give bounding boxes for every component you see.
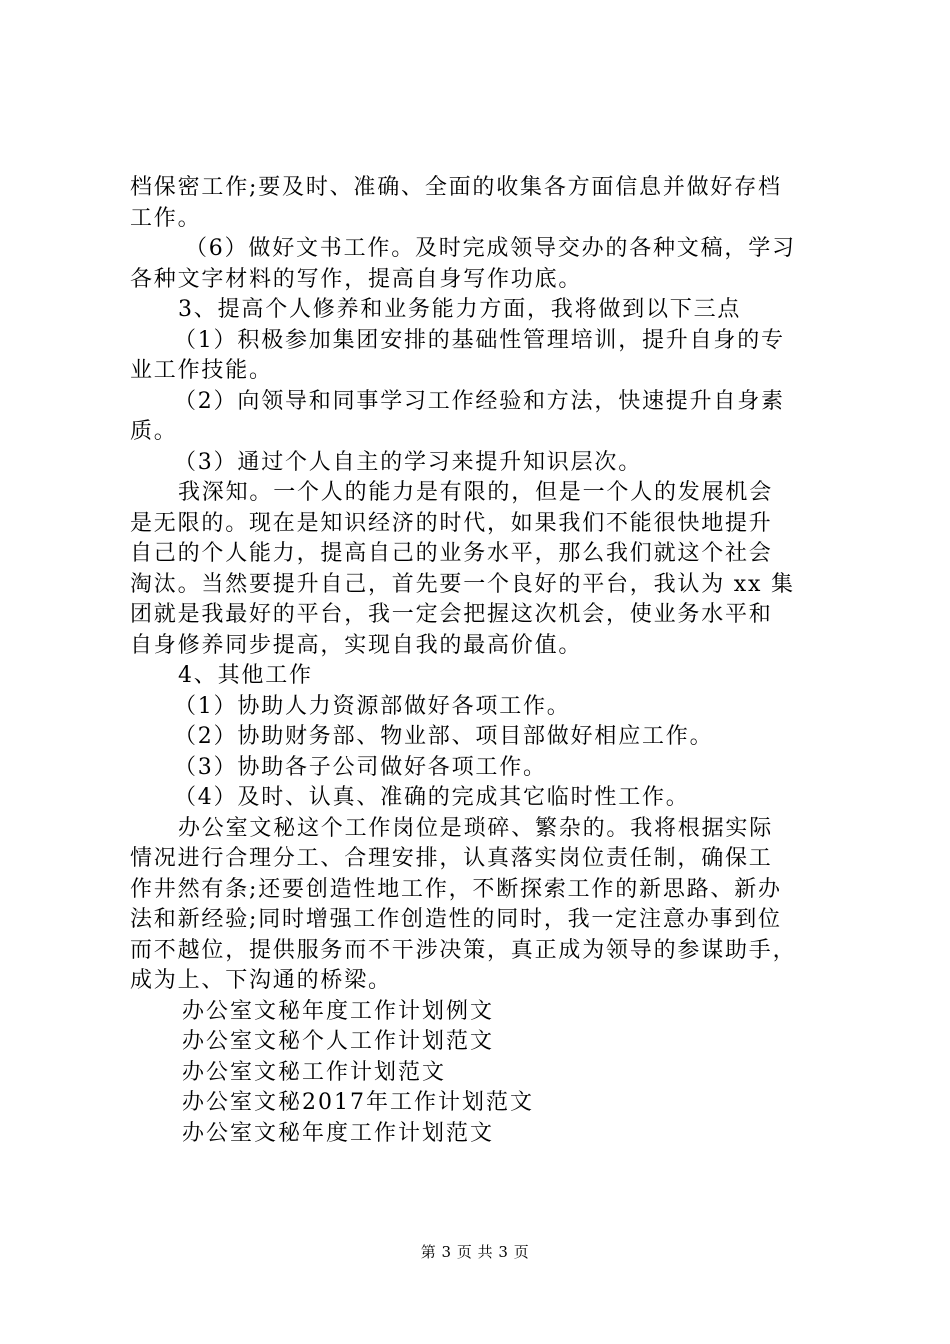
text-line: 情况进行合理分工、合理安排，认真落实岗位责任制，确保工	[130, 846, 773, 871]
related-article-link[interactable]: 办公室文秘个人工作计划范文	[182, 1029, 495, 1054]
page-footer: 第 3 页 共 3 页	[420, 1243, 530, 1261]
text-line: 自己的个人能力，提高自己的业务水平，那么我们就这个社会	[130, 541, 773, 566]
text-line: （2）向领导和同事学习工作经验和方法，快速提升自身素	[174, 388, 785, 414]
text-line: 办公室文秘这个工作岗位是琐碎、繁杂的。我将根据实际	[178, 815, 774, 841]
text-line: （6）做好文书工作。及时完成领导交办的各种文稿，学习	[185, 236, 796, 261]
text-line: 3、提高个人修养和业务能力方面，我将做到以下三点	[178, 297, 742, 322]
text-line: （1）积极参加集团安排的基础性管理培训，提升自身的专	[174, 327, 785, 353]
text-line: 是无限的。现在是知识经济的时代，如果我们不能很快地提升	[130, 510, 773, 536]
text-line: 工作。	[130, 205, 202, 231]
document-body	[130, 173, 830, 1149]
text-line: （3）协助各子公司做好各项工作。	[174, 754, 547, 780]
text-line: 成为上、下沟通的桥梁。	[130, 968, 392, 993]
related-article-link[interactable]: 办公室文秘年度工作计划范文	[182, 1120, 495, 1146]
text-line: 4、其他工作	[178, 663, 313, 688]
text-line: 质。	[130, 419, 178, 444]
text-line: （4）及时、认真、准确的完成其它临时性工作。	[174, 785, 690, 810]
text-line: 团就是我最好的平台，我一定会把握这次机会，使业务水平和	[130, 602, 773, 627]
related-article-link[interactable]: 办公室文秘年度工作计划例文	[182, 998, 495, 1024]
text-line: 各种文字材料的写作，提高自身写作功底。	[130, 266, 583, 292]
text-line: 自身修养同步提高，实现自我的最高价值。	[130, 632, 583, 658]
text-line: 我深知。一个人的能力是有限的，但是一个人的发展机会	[178, 480, 774, 505]
text-line: （2）协助财务部、物业部、项目部做好相应工作。	[174, 724, 714, 749]
text-line: （1）协助人力资源部做好各项工作。	[174, 693, 571, 719]
text-line: 淘汰。当然要提升自己，首先要一个良好的平台，我认为 xx 集	[130, 571, 795, 597]
text-line: 而不越位，提供服务而不干涉决策，真正成为领导的参谋助手，	[130, 937, 797, 963]
related-article-link[interactable]: 办公室文秘2017年工作计划范文	[182, 1090, 534, 1115]
text-line: 法和新经验;同时增强工作创造性的同时，我一定注意办事到位	[130, 907, 782, 932]
related-article-link[interactable]: 办公室文秘工作计划范文	[182, 1059, 447, 1085]
text-line: 作井然有条;还要创造性地工作，不断探索工作的新思路、新办	[130, 876, 782, 902]
text-line: 档保密工作;要及时、准确、全面的收集各方面信息并做好存档	[130, 175, 782, 200]
text-line: 业工作技能。	[130, 358, 273, 383]
text-line: （3）通过个人自主的学习来提升知识层次。	[174, 449, 642, 475]
